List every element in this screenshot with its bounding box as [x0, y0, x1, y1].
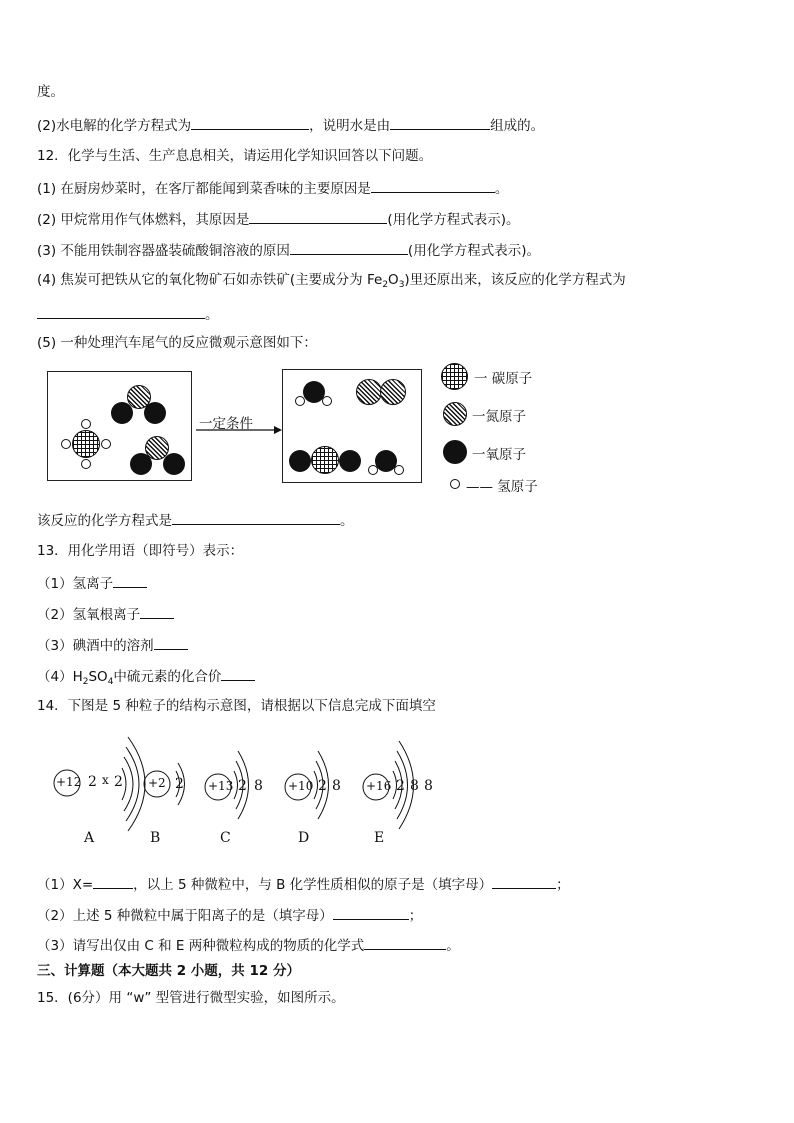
question-12-heading [37, 147, 432, 165]
q11-part2 [37, 115, 544, 135]
text: 三、计算题（本大题共 2 小题，共 12 分） [37, 963, 300, 979]
answer-blank[interactable] [492, 874, 556, 889]
text: (2) 甲烷常用作气体燃料，其原因是 [37, 212, 250, 228]
nucleus-charge: +10 [288, 779, 314, 793]
answer-blank[interactable] [113, 573, 147, 588]
answer-blank[interactable] [390, 115, 490, 130]
q14-part3 [37, 935, 460, 955]
legend-label-hydrogen: —— 氢原子 [466, 479, 538, 495]
question-14-heading [37, 697, 436, 715]
particle-letter: D [298, 830, 310, 846]
nitrogen-atom [356, 379, 382, 405]
reactants-box [47, 371, 192, 481]
text: （1）氢离子 [37, 576, 114, 592]
text: (4) 焦炭可把铁从它的氧化物矿石如赤铁矿(主要成分为 Fe [37, 272, 383, 288]
carbon-atom [72, 430, 100, 458]
nucleus-charge: +16 [366, 779, 392, 793]
nucleus-charge: +13 [208, 779, 234, 793]
hydrogen-atom [101, 439, 111, 449]
q13-part3 [37, 635, 188, 655]
text: （1）X= [37, 877, 94, 893]
answer-blank[interactable] [371, 178, 495, 193]
text: 该反应的化学方程式是 [37, 513, 172, 529]
particle-letter: E [374, 830, 385, 846]
q12-part1 [37, 178, 508, 198]
answer-blank[interactable] [172, 510, 340, 525]
text: ，说明水是由 [309, 118, 391, 134]
text: (用化学方程式表示)。 [407, 243, 540, 259]
q13-part2 [37, 604, 174, 624]
legend-label-carbon: 一 碳原子 [474, 371, 533, 387]
text: （4）H [37, 669, 83, 685]
text: 14．下图是 5 种粒子的结构示意图，请根据以下信息完成下面填空 [37, 698, 436, 714]
oxygen-atom [144, 402, 166, 424]
shell-electron-count: 2 [114, 774, 123, 790]
legend-label-oxygen: 一氧原子 [472, 447, 526, 463]
text: SO [88, 669, 108, 685]
shell-electron-count: 2 [318, 778, 327, 794]
answer-blank[interactable] [249, 209, 387, 224]
q12-part5 [37, 334, 317, 352]
answer-blank[interactable] [154, 635, 188, 650]
hydrogen-atom [61, 439, 71, 449]
answer-blank[interactable] [93, 874, 133, 889]
oxygen-atom [111, 402, 133, 424]
shell-electron-count: 2 [396, 778, 405, 794]
text: (1) 在厨房炒菜时，在客厅都能闻到菜香味的主要原因是 [37, 181, 371, 197]
q12-part4 [37, 271, 626, 289]
text: 度。 [37, 84, 64, 100]
text: (用化学方程式表示)。 [387, 212, 520, 228]
shell-electron-count: 8 [410, 778, 419, 794]
q12-part5-equation [37, 510, 354, 530]
shell-electron-count: 2 [175, 776, 184, 792]
text: ； [556, 877, 570, 893]
answer-blank[interactable] [333, 905, 409, 920]
subscript: 2 [82, 677, 89, 687]
text: )里还原出来，该反应的化学方程式为 [404, 272, 626, 288]
hydrogen-atom [81, 419, 91, 429]
hydrogen-atom-legend-icon [450, 479, 460, 489]
q12-part4-answer [37, 304, 219, 324]
carbon-atom-legend-icon [441, 363, 468, 390]
nitrogen-atom [380, 379, 406, 405]
hydrogen-atom [322, 396, 332, 406]
subscript: 3 [398, 280, 405, 290]
section-3-heading [37, 962, 300, 980]
text: 。 [446, 938, 460, 954]
text: O [388, 272, 399, 288]
legend-label-nitrogen: 一氮原子 [472, 409, 526, 425]
oxygen-atom [289, 450, 311, 472]
shell-electron-count: x [102, 773, 109, 787]
subscript: 4 [107, 677, 114, 687]
text: （2）上述 5 种微粒中属于阳离子的是（填字母） [37, 908, 333, 924]
text: 。 [205, 307, 219, 323]
answer-blank[interactable] [140, 604, 174, 619]
hydrogen-atom [295, 396, 305, 406]
reaction-condition-label: 一定条件 [199, 416, 253, 432]
hydrogen-atom [81, 459, 91, 469]
oxygen-atom [163, 453, 185, 475]
text: （2）氢氧根离子 [37, 607, 141, 623]
particle-letter: B [150, 830, 161, 846]
shell-electron-count: 8 [424, 778, 433, 794]
text: ； [408, 908, 423, 924]
oxygen-atom [339, 450, 361, 472]
subscript: 2 [382, 280, 389, 290]
text: 12．化学与生活、生产息息相关，请运用化学知识回答以下问题。 [37, 148, 433, 164]
shell-electron-count: 8 [332, 778, 341, 794]
text: 13．用化学用语（即符号）表示： [37, 543, 244, 559]
question-13-heading [37, 542, 243, 560]
q12-part2 [37, 209, 519, 229]
shell-electron-count: 2 [88, 774, 97, 790]
q12-part3 [37, 240, 540, 260]
answer-blank[interactable] [290, 240, 408, 255]
hydrogen-atom [394, 465, 404, 475]
text: ，以上 5 种微粒中，与 B 化学性质相似的原子是（填字母） [133, 877, 493, 893]
text: (5) 一种处理汽车尾气的反应微观示意图如下： [37, 335, 317, 351]
particle-letter: C [220, 830, 231, 846]
text: 中硫元素的化合价 [113, 669, 222, 685]
line-continuation [37, 83, 64, 101]
text: 。 [494, 181, 509, 197]
q14-part2 [37, 905, 422, 925]
nucleus-charge: +2 [148, 776, 166, 790]
q13-part1 [37, 573, 147, 593]
text: （3）请写出仅由 C 和 E 两种微粒构成的物质的化学式 [37, 938, 365, 954]
products-box [282, 369, 422, 483]
hydrogen-atom [368, 465, 378, 475]
question-15-heading [37, 989, 345, 1007]
shell-electron-count: 8 [254, 778, 263, 794]
answer-blank[interactable] [221, 666, 255, 681]
nitrogen-atom-legend-icon [443, 402, 467, 426]
text: 15．(6分）用 “w” 型管进行微型实验，如图所示。 [37, 990, 345, 1006]
nucleus-charge: +12 [56, 775, 82, 789]
particle-letter: A [84, 830, 95, 846]
text: 。 [340, 513, 354, 529]
answer-blank[interactable] [364, 935, 446, 950]
answer-blank[interactable] [37, 304, 205, 319]
oxygen-atom [130, 453, 152, 475]
text: 组成的。 [490, 118, 545, 134]
text: (3) 不能用铁制容器盛装硫酸铜溶液的原因 [37, 243, 290, 259]
q13-part4 [37, 666, 255, 686]
shell-electron-count: 2 [238, 778, 247, 794]
carbon-atom [311, 446, 339, 474]
answer-blank[interactable] [191, 115, 309, 130]
q14-part1 [37, 874, 570, 894]
text: （3）碘酒中的溶剂 [37, 638, 154, 654]
oxygen-atom-legend-icon [443, 440, 467, 464]
text: (2)水电解的化学方程式为 [37, 118, 192, 134]
